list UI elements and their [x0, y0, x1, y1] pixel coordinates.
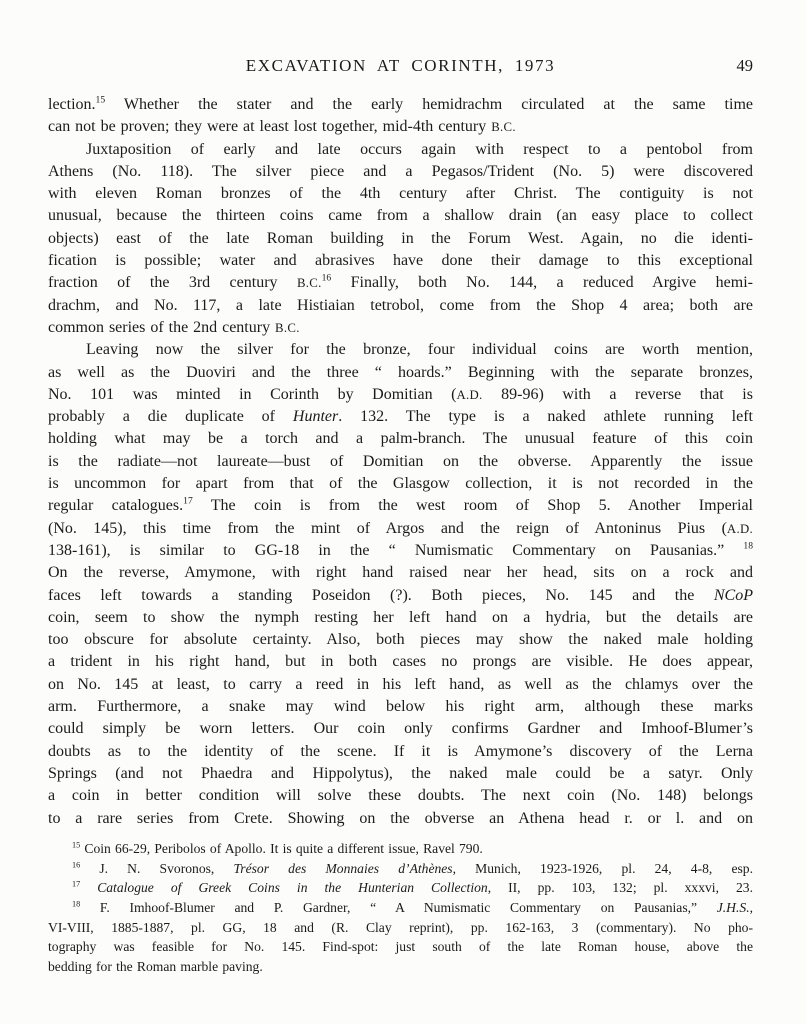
body-text-line: arm. Furthermore, a snake may wind below his right arm, although these marks: [48, 698, 753, 716]
footnote-line: VI-VIII, 1885-1887, pl. GG, 18 and (R. Clay reprint), pp. 162-163, 3 (commentary). No pho-: [48, 919, 753, 935]
footnote-line: $^{18}$ F. Imhoof-Blumer and P. Gardner, “ A Numismatic Commentary on Pausanias,” J.H.S.,: [72, 899, 753, 915]
footnote-line: $^{17}$ Catalogue of Greek Coins in the Hunterian Collection, II, pp. 103, 132; pl. xxxvi, 23.: [72, 879, 753, 896]
body-text-line: faces left towards a standing Poseidon (?). Both pieces, No. 145 and the NCoP: [48, 586, 753, 604]
body-text-line: fication is possible; water and abrasives have done their damage to this exceptional: [48, 252, 753, 270]
body-text-line: common series of the 2nd century B.C.: [48, 318, 300, 336]
footnote-line: $^{16}$ J. N. Svoronos, Trésor des Monnaies d’Athènes, Munich, 1923-1926, pl. 24, 4-8, esp.: [72, 859, 753, 876]
body-text-line: with eleven Roman bronzes of the 4th century after Christ. The contiguity is not: [48, 185, 753, 203]
body-text-line: as well as the Duoviri and the three “ hoards.” Beginning with the separate bronzes,: [48, 363, 753, 381]
body-text-line: (No. 145), this time from the mint of Argos and the reign of Antoninus Pius (A.D.: [48, 519, 753, 537]
body-text-line: to a rare series from Crete. Showing on the obverse an Athena head r. or l. and on: [48, 809, 753, 827]
body-text-line: drachm, and No. 117, a late Histiaian tetrobol, come from the Shop 4 area; both are: [48, 296, 753, 314]
footnote-line: tography was feasible for No. 145. Find-spot: just south of the late Roman house, above the: [48, 939, 753, 955]
page-number: 49: [736, 56, 753, 75]
page-header: [48, 56, 753, 78]
body-text-line: a trident in his right hand, but in both cases no prongs are visible. He does appear,: [48, 653, 753, 671]
body-text-line: could simply be worn letters. Our coin only confirms Gardner and Imhoof-Blumer’s: [48, 720, 753, 738]
body-text-line: regular catalogues.$^{17}$ The coin is from the west room of Shop 5. Another Imperial: [48, 496, 753, 515]
body-text-line: doubts as to the identity of the scene. If it is Amymone’s discovery of the Lerna: [48, 742, 753, 760]
body-text-line: can not be proven; they were at least lost together, mid-4th century B.C.: [48, 118, 516, 136]
body-text-line: on No. 145 at least, to carry a reed in his left hand, as well as the chlamys over the: [48, 675, 753, 693]
body-text-line: probably a die duplicate of Hunter. 132. The type is a naked athlete running left: [48, 408, 754, 426]
body-text-line: holding what may be a torch and a palm-branch. The unusual feature of this coin: [48, 430, 753, 448]
body-text-line: On the reverse, Amymone, with right hand raised near her head, sits on a rock and: [48, 564, 753, 582]
body-text-line: lection.$^{15}$ Whether the stater and the early hemidrachm circulated at the same time: [48, 94, 753, 113]
running-title: EXCAVATION AT CORINTH, 1973: [245, 56, 556, 75]
footnote-line: $^{15}$ Coin 66-29, Peribolos of Apollo. It is quite a different issue, Ravel 790.: [72, 840, 483, 856]
body-text-line: too obscure for absolute certainty. Also, both pieces may show the naked male holding: [48, 631, 753, 649]
body-text-line: objects) east of the late Roman building in the Forum West. Again, no die identi-: [48, 229, 753, 247]
body-text: [48, 94, 753, 830]
footnote-line: bedding for the Roman marble paving.: [48, 959, 263, 975]
body-text-line: No. 101 was minted in Corinth by Domitian (A.D. 89-96) with a reverse that is: [48, 385, 753, 403]
body-text-line: coin, seem to show the nymph resting her left hand on a hydria, but the details are: [48, 608, 753, 626]
body-text-line: fraction of the 3rd century B.C.$^{16}$ Finally, both No. 144, a reduced Argive hemi-: [48, 273, 754, 292]
body-text-line: is the radiate—not laureate—bust of Domitian on the obverse. Apparently the issue: [48, 452, 753, 470]
body-text-line: Leaving now the silver for the bronze, four individual coins are worth mention,: [86, 341, 753, 359]
body-text-line: a coin in better condition will solve these doubts. The next coin (No. 148) belongs: [48, 787, 753, 805]
body-text-line: is uncommon for apart from that of the Glasgow collection, it is not recorded in the: [48, 475, 753, 493]
body-text-line: 138-161), is similar to GG-18 in the “ Numismatic Commentary on Pausanias.” $^{18}$: [48, 540, 753, 559]
footnotes-section: [48, 839, 753, 977]
body-text-line: Juxtaposition of early and late occurs again with respect to a pentobol from: [86, 140, 753, 158]
body-text-line: unusual, because the thirteen coins came from a shallow drain (an easy place to collect: [48, 207, 753, 225]
body-text-line: Springs (and not Phaedra and Hippolytus), the naked male could be a satyr. Only: [48, 764, 753, 782]
body-text-line: Athens (No. 118). The silver piece and a Pegasos/Trident (No. 5) were discovered: [48, 162, 753, 180]
